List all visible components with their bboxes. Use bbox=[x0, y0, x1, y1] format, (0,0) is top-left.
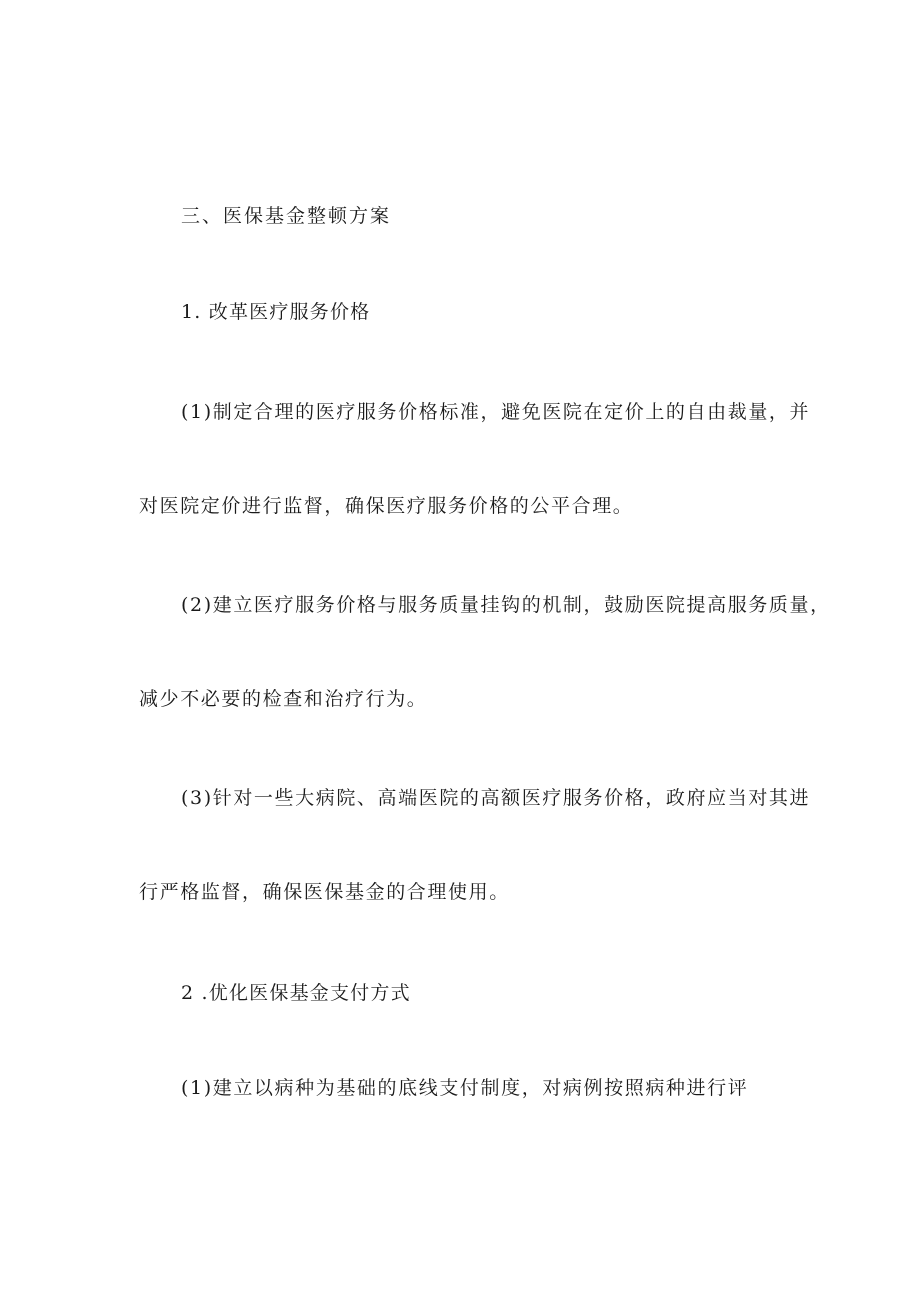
item1-paragraph2-line1: (2)建立医疗服务价格与服务质量挂钩的机制，鼓励医院提高服务质量， bbox=[181, 594, 831, 616]
section-heading: 三、医保基金整顿方案 bbox=[181, 205, 392, 227]
item1-paragraph3-line2: 行严格监督，确保医保基金的合理使用。 bbox=[139, 881, 510, 903]
item2-title: 2 .优化医保基金支付方式 bbox=[181, 982, 411, 1004]
item1-paragraph3-line1: (3)针对一些大病院、高端医院的高额医疗服务价格，政府应当对其进 bbox=[181, 787, 811, 809]
item1-paragraph2-line2: 减少不必要的检查和治疗行为。 bbox=[139, 688, 428, 710]
item1-paragraph1-line2: 对医院定价进行监督，确保医疗服务价格的公平合理。 bbox=[139, 495, 634, 517]
item1-title: 1. 改革医疗服务价格 bbox=[181, 301, 371, 323]
item2-paragraph1-line1: (1)建立以病种为基础的底线支付制度，对病例按照病种进行评 bbox=[181, 1077, 749, 1099]
item1-paragraph1-line1: (1)制定合理的医疗服务价格标准，避免医院在定价上的自由裁量，并 bbox=[181, 401, 811, 423]
